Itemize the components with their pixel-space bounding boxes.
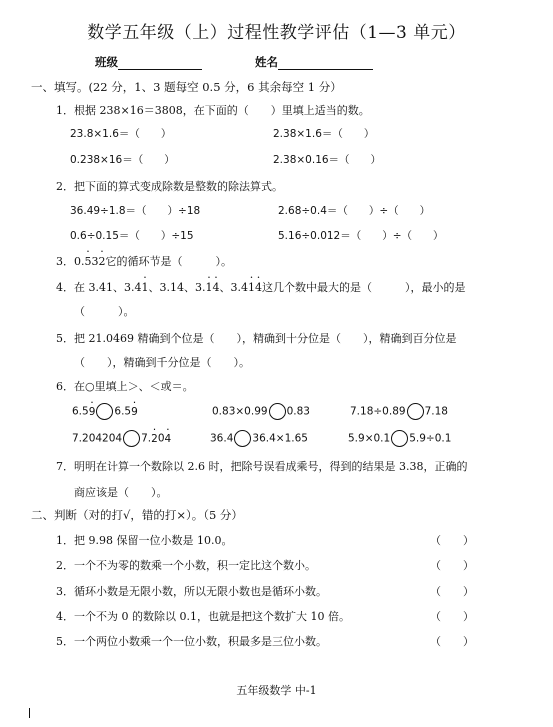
q2-b: 2.68÷0.4＝（ ）÷（ ）: [278, 205, 431, 217]
judge-answer-1[interactable]: （ ）: [430, 534, 474, 547]
section2-heading: 二、判断（对的打√，错的打×）。（5 分）: [31, 508, 243, 522]
q2-c: 0.6÷0.15＝（ ）÷15: [70, 230, 194, 242]
judge-item-5: 5．一个两位小数乘一个一位小数，积最多是三位小数。: [56, 635, 327, 648]
q2-d: 5.16÷0.012＝（ ）÷（ ）: [278, 230, 444, 242]
text-cursor: [29, 708, 30, 718]
q1-d: 2.38×0.16＝（ ）: [273, 154, 382, 166]
q6-r2a: 7.204204 7.· 20· 4: [72, 430, 171, 447]
q5-line1: 5．把 21.0469 精确到个位是（ ），精确到十分位是（ ），精确到百分位是: [56, 332, 457, 345]
compare-circle[interactable]: [391, 430, 408, 447]
q6-r2c: 5.9×0.1 5.9÷0.1: [348, 430, 451, 447]
q6-r1c: 7.18÷0.89 7.18: [350, 403, 448, 420]
name-blank[interactable]: [278, 57, 373, 70]
q6-r1a: 6.5· 9 6.5· 9: [72, 403, 138, 420]
name-field: [255, 54, 373, 70]
q1-text: 1．根据 238×16＝3808，在下面的（ ）里填上适当的数。: [56, 104, 370, 117]
q1-c: 0.238×16＝（ ）: [70, 154, 175, 166]
judge-answer-2[interactable]: （ ）: [430, 559, 474, 572]
class-blank[interactable]: [118, 57, 202, 70]
q7-line1: 7．明明在计算一个数除以 2.6 时，把除号误看成乘号，得到的结果是 3.38，正确的: [56, 460, 468, 473]
compare-circle[interactable]: [234, 430, 251, 447]
judge-item-3: 3．循环小数是无限小数，所以无限小数也是循环小数。: [56, 585, 327, 598]
class-label: 班级: [95, 55, 118, 69]
q5-line2: （ ），精确到千分位是（ ）。: [74, 356, 250, 369]
compare-circle[interactable]: [96, 403, 113, 420]
judge-answer-4[interactable]: （ ）: [430, 610, 474, 623]
compare-circle[interactable]: [269, 403, 286, 420]
q2-text: 2．把下面的算式变成除数是整数的除法算式。: [56, 180, 283, 193]
judge-item-4: 4．一个不为 0 的数除以 0.1，也就是把这个数扩大 10 倍。: [56, 610, 350, 623]
section1-heading: 一、填写。(22 分，1、3 题每空 0.5 分，6 其余每空 1 分）: [31, 80, 342, 94]
compare-circle[interactable]: [407, 403, 424, 420]
q3-text: 3．0.· 53· 2它的循环节是（ ）。: [56, 253, 232, 269]
name-label: 姓名: [255, 55, 278, 69]
class-field: [95, 54, 202, 70]
q6-r2b: 36.4 36.4×1.65: [210, 430, 308, 447]
judge-answer-5[interactable]: （ ）: [430, 635, 474, 648]
page-footer: 五年级数学 中-1: [236, 684, 317, 697]
q6-r1b: 0.83×0.99 0.83: [212, 403, 310, 420]
judge-item-2: 2．一个不为零的数乘一个小数，积一定比这个数小。: [56, 559, 316, 572]
q1-b: 2.38×1.6＝（ ）: [273, 128, 375, 140]
q4-line2: （ ）。: [74, 305, 135, 318]
q6-text: 6．在○里填上＞、＜或＝。: [56, 380, 194, 393]
q7-line2: 商应该是（ ）。: [74, 486, 168, 499]
judge-item-1: 1．把 9.98 保留一位小数是 10.0。: [56, 534, 233, 547]
q4-text: 4．在 3.41、3.4· 1、3.14、3.· 1· 4、3.4· 1· 4这几个数中最大的是（ ），最小的是: [56, 279, 465, 295]
compare-circle[interactable]: [123, 430, 140, 447]
page-title: 数学五年级（上）过程性教学评估（1—3 单元）: [87, 23, 466, 43]
q2-a: 36.49÷1.8＝（ ）÷18: [70, 205, 201, 217]
q1-a: 23.8×1.6＝（ ）: [70, 128, 172, 140]
judge-answer-3[interactable]: （ ）: [430, 585, 474, 598]
